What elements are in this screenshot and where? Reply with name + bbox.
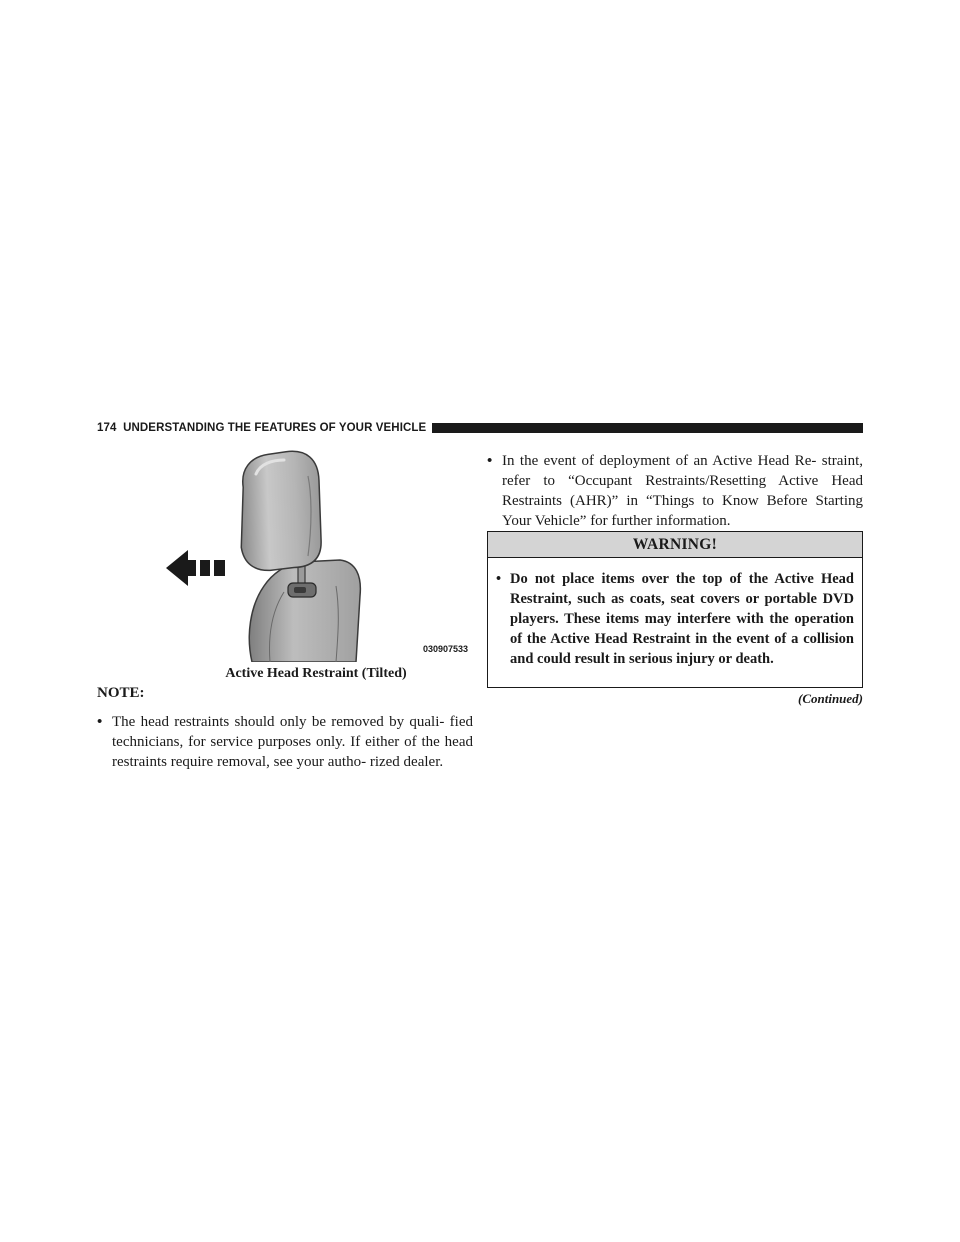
- warning-body: [488, 558, 862, 669]
- page-number: 174: [97, 422, 117, 434]
- note-bullet-text: The head restraints should only be removed by quali- fied technicians, for service purposes only. If either of the head restraints require removal, see your autho- rized dealer.: [112, 714, 473, 770]
- note-heading: NOTE:: [97, 685, 145, 701]
- bullet-dot: •: [487, 453, 493, 469]
- header-rule: [432, 423, 863, 433]
- head-restraint-illustration: [160, 446, 472, 662]
- figure-caption: Active Head Restraint (Tilted): [225, 666, 407, 681]
- direction-arrow-icon: [166, 550, 225, 586]
- section-title: UNDERSTANDING THE FEATURES OF YOUR VEHICLE: [123, 422, 427, 434]
- continued-label: (Continued): [797, 691, 863, 706]
- note-bullet: [97, 712, 473, 772]
- head-restraint-shape: [238, 450, 322, 571]
- warning-box: [487, 531, 863, 688]
- bullet-dot: •: [97, 714, 103, 730]
- page-header: [97, 419, 863, 437]
- deployment-bullet: [487, 451, 863, 531]
- figure-code: 030907533: [422, 644, 468, 654]
- head-restraint-figure: [160, 446, 472, 662]
- deployment-bullet-text: In the event of deployment of an Active Head Re- straint, refer to “Occupant Restraints/Resetting Active Head Restraints (AHR)” in “Things to Know Before Starting Your Vehicle” for further information.: [502, 453, 863, 529]
- warning-bullet-text: Do not place items over the top of the Active Head Restraint, such as coats, seat covers or portable DVD players. These items may interfere with the operation of the Active Head Restraint in the event of a collision and could result in serious injury or death.: [510, 571, 854, 667]
- header-text: [97, 422, 426, 434]
- warning-title: WARNING!: [488, 532, 862, 558]
- bullet-dot: •: [496, 571, 502, 587]
